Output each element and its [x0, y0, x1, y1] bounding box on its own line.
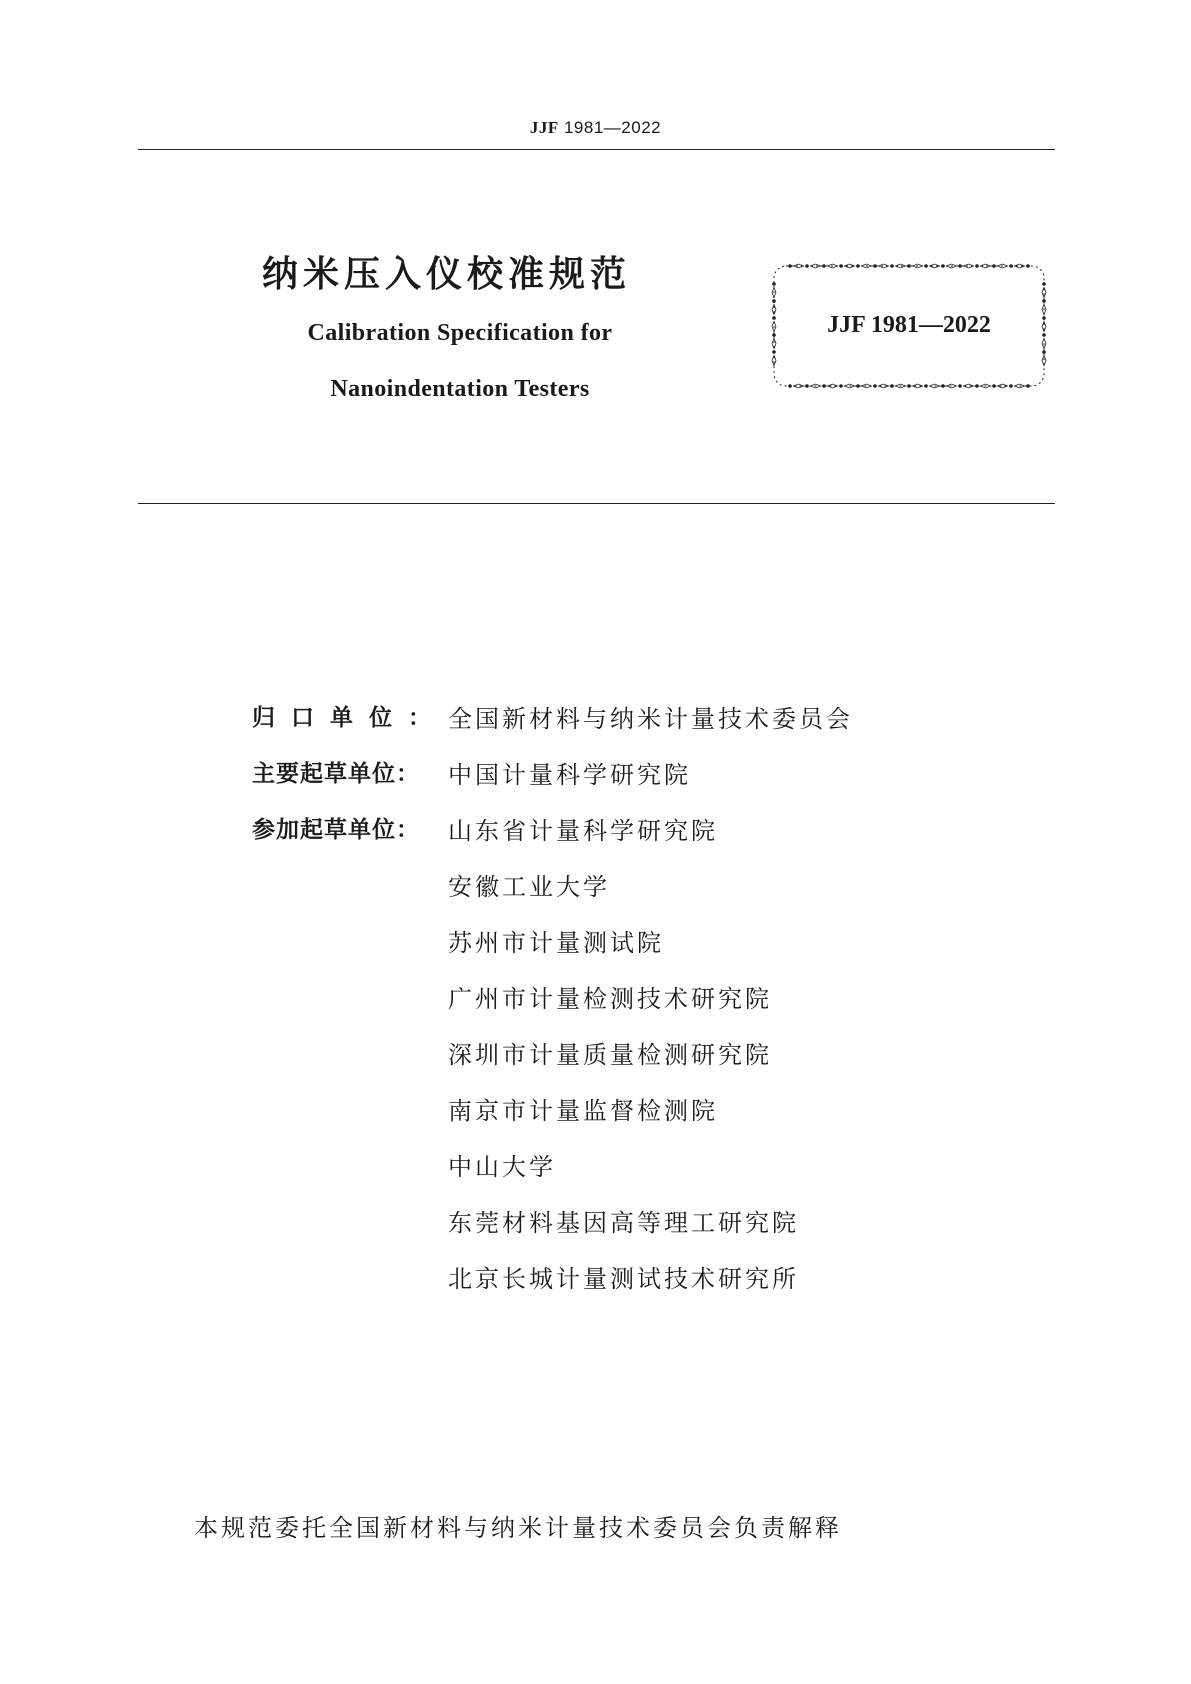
participating-unit-item: 安徽工业大学	[448, 873, 610, 901]
standard-code: JJF 1981—2022	[827, 312, 991, 338]
frame-dot	[924, 264, 928, 268]
main-drafting-unit-label: 主要起草单位：	[252, 761, 420, 787]
frame-dot	[788, 384, 792, 388]
header-code-number: 1981—2022	[558, 118, 662, 137]
frame-dot	[805, 384, 809, 388]
interpretation-note: 本规范委托全国新材料与纳米计量技术委员会负责解释	[194, 1514, 842, 1542]
frame-dot	[822, 384, 826, 388]
participating-unit-item: 深圳市计量质量检测研究院	[448, 1041, 772, 1069]
frame-dot	[1042, 299, 1046, 303]
frame-dot	[822, 264, 826, 268]
frame-dot	[873, 264, 877, 268]
frame-dot	[958, 384, 962, 388]
bottom-divider	[138, 503, 1055, 504]
participating-unit-item: 广州市计量检测技术研究院	[448, 985, 772, 1013]
frame-dot	[805, 264, 809, 268]
header-standard-code	[0, 118, 1191, 138]
frame-dot	[907, 264, 911, 268]
frame-dot	[958, 264, 962, 268]
frame-dot	[839, 264, 843, 268]
frame-dot	[941, 264, 945, 268]
participating-unit-item: 山东省计量科学研究院	[448, 817, 718, 845]
frame-dot	[907, 384, 911, 388]
participating-unit-item: 中山大学	[448, 1153, 556, 1181]
frame-dot	[992, 264, 996, 268]
main-drafting-unit-value: 中国计量科学研究院	[448, 761, 691, 789]
frame-dot	[890, 264, 894, 268]
centralized-unit-value: 全国新材料与纳米计量技术委员会	[448, 705, 853, 733]
frame-dot	[772, 282, 776, 286]
participating-unit-item: 东莞材料基因高等理工研究院	[448, 1209, 799, 1237]
frame-dot	[1042, 282, 1046, 286]
frame-dot	[924, 384, 928, 388]
frame-dot	[1009, 384, 1013, 388]
top-divider	[138, 149, 1055, 150]
participating-unit-item: 北京长城计量测试技术研究所	[448, 1265, 799, 1293]
frame-dot	[856, 264, 860, 268]
frame-dot	[1026, 384, 1030, 388]
frame-dot	[856, 384, 860, 388]
participating-unit-item: 南京市计量监督检测院	[448, 1097, 718, 1125]
participating-units-label: 参加起草单位：	[252, 817, 420, 843]
frame-dot	[839, 384, 843, 388]
frame-dot	[788, 264, 792, 268]
frame-dot	[975, 264, 979, 268]
frame-dot	[1026, 264, 1030, 268]
chinese-title: 纳米压入仪校准规范	[262, 254, 632, 295]
frame-dot	[873, 384, 877, 388]
header-code-prefix: JJF	[529, 118, 559, 137]
english-title-line-1: Calibration Specification for	[307, 320, 613, 346]
frame-dot	[1042, 350, 1046, 354]
frame-dot	[975, 384, 979, 388]
frame-dot	[941, 384, 945, 388]
frame-dot	[992, 384, 996, 388]
frame-dot	[890, 384, 894, 388]
frame-dot	[772, 299, 776, 303]
centralized-unit-label: 归口单位：	[252, 705, 447, 731]
standard-code-box	[770, 262, 1048, 390]
frame-dot	[772, 350, 776, 354]
english-title-line-2: Nanoindentation Testers	[330, 376, 590, 402]
frame-dot	[1009, 264, 1013, 268]
participating-unit-item: 苏州市计量测试院	[448, 929, 664, 957]
